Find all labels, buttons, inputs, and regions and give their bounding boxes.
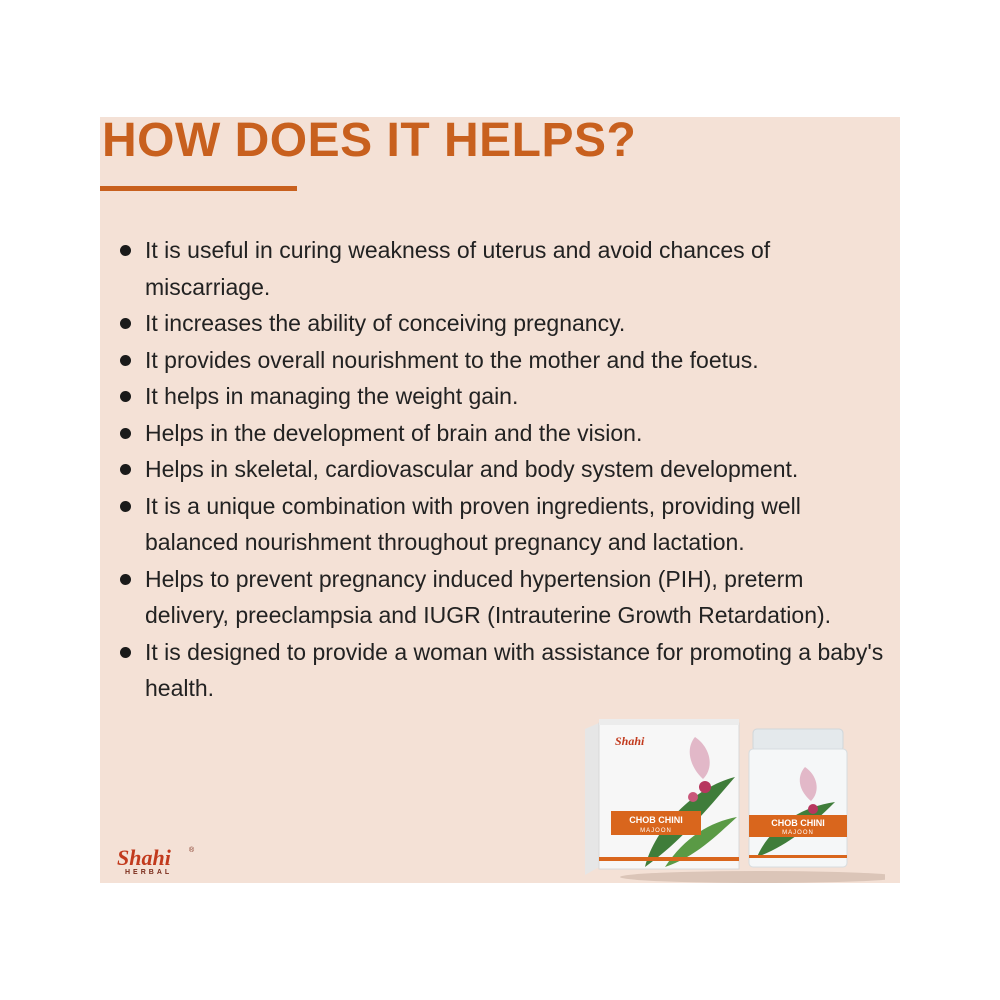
bullet-icon: [120, 501, 131, 512]
jar-lid: [753, 729, 843, 751]
list-item-text: It is useful in curing weakness of uterus and avoid chances of miscarriage.: [145, 237, 771, 300]
list-item-text: It increases the ability of conceiving pregnancy.: [145, 310, 626, 336]
jar-product-name: CHOB CHINI: [771, 818, 825, 828]
product-shadow: [620, 871, 885, 883]
brand-logo-subtitle: HERBAL: [125, 869, 173, 876]
jar-stripe: [749, 855, 847, 858]
box-logo: Shahi: [615, 734, 645, 748]
benefits-list: [120, 232, 890, 707]
list-item: [120, 634, 890, 707]
list-item-text: Helps in skeletal, cardiovascular and body system development.: [145, 456, 799, 482]
list-item: [120, 342, 890, 379]
list-item-text: Helps to prevent pregnancy induced hypertension (PIH), preterm delivery, preeclampsia and IUGR (Intrauterine Growth Retardation).: [145, 565, 832, 628]
list-item: [120, 305, 890, 342]
list-item: [120, 232, 890, 305]
bullet-icon: [120, 647, 131, 658]
jar-product-variant: MAJOON: [782, 830, 814, 836]
list-item: [120, 451, 890, 488]
page-title: HOW DOES IT HELPS?: [102, 117, 637, 167]
bullet-icon: [120, 464, 131, 475]
list-item-text: It is a unique combination with proven ingredients, providing well balanced nourishment throughout pregnancy and lactation.: [145, 492, 801, 555]
bullet-icon: [120, 574, 131, 585]
brand-logo-wordmark: Shahi: [117, 845, 171, 870]
bullet-icon: [120, 318, 131, 329]
bullet-icon: [120, 355, 131, 366]
list-item: [120, 415, 890, 452]
content-panel: [100, 117, 900, 883]
box-product-name: CHOB CHINI: [629, 815, 683, 825]
box-stripe: [599, 857, 739, 861]
bullet-icon: [120, 245, 131, 256]
flower-shape: [699, 781, 711, 793]
flower-shape: [808, 804, 818, 814]
brand-logo: [117, 845, 197, 883]
box-top: [599, 719, 739, 725]
bullet-icon: [120, 391, 131, 402]
list-item-text: Helps in the development of brain and the vision.: [145, 419, 643, 446]
list-item: [120, 378, 890, 415]
list-item-text: It is designed to provide a woman with assistance for promoting a baby's health.: [145, 638, 884, 701]
box-product-variant: MAJOON: [640, 828, 672, 834]
bullet-icon: [120, 428, 131, 439]
registered-mark: ®: [189, 847, 195, 854]
list-item-text: It provides overall nourishment to the mother and the foetus.: [145, 346, 759, 373]
list-item: [120, 561, 890, 634]
box-side: [585, 723, 599, 875]
title-underline: [100, 186, 297, 191]
product-image: [585, 717, 885, 883]
list-item: [120, 488, 890, 561]
flower-shape: [688, 792, 698, 802]
list-item-text: It helps in managing the weight gain.: [145, 383, 519, 409]
